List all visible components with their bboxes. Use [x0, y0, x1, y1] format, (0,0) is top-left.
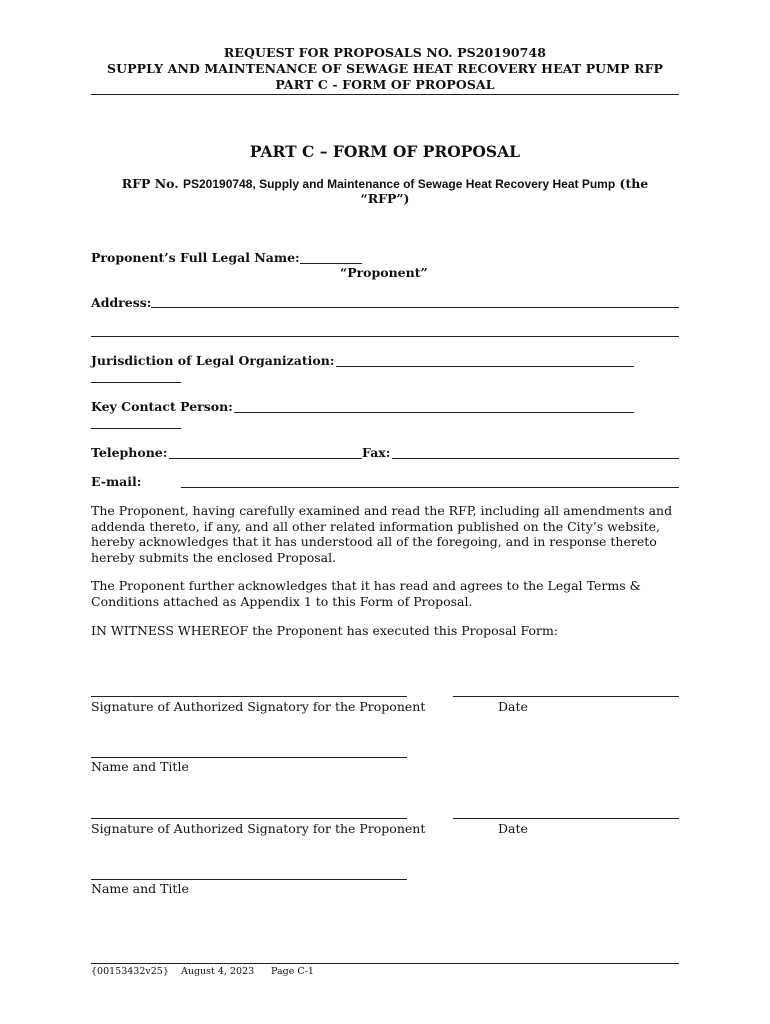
name-title-label-1: Name and Title	[91, 759, 189, 774]
legal-name-label: Proponent’s Full Legal Name:	[91, 250, 300, 265]
paragraph-line: The Proponent, having carefully examined and read the RFP, including all amendments and	[91, 503, 673, 518]
signature-line-2[interactable]	[91, 818, 407, 819]
date-line-1[interactable]	[453, 696, 679, 697]
address-field[interactable]	[151, 307, 679, 308]
fax-field[interactable]	[392, 458, 679, 459]
header-line-3: PART C - FORM OF PROPOSAL	[275, 77, 495, 92]
jurisdiction-label: Jurisdiction of Legal Organization:	[91, 353, 335, 368]
footer-date: August 4, 2023	[181, 966, 255, 977]
paragraph-line: hereby acknowledges that it has understood all of the foregoing, and in response thereto	[91, 534, 657, 549]
rfp-subtitle	[0, 176, 770, 191]
signature-label-2: Signature of Authorized Signatory for the Proponent	[91, 821, 426, 836]
fax-label: Fax:	[362, 445, 391, 460]
page-title: PART C – FORM OF PROPOSAL	[249, 142, 521, 161]
date-line-2[interactable]	[453, 818, 679, 819]
legal-terms-paragraph	[91, 578, 691, 609]
key-contact-label: Key Contact Person:	[91, 399, 233, 414]
header-line-2: SUPPLY AND MAINTENANCE OF SEWAGE HEAT RECOVERY HEAT PUMP RFP	[106, 61, 664, 76]
telephone-label: Telephone:	[91, 445, 168, 460]
jurisdiction-field-line-2[interactable]	[91, 382, 181, 383]
signature-line-1[interactable]	[91, 696, 407, 697]
header-line-1: REQUEST FOR PROPOSALS NO. PS20190748	[223, 45, 547, 60]
paragraph-line: hereby submits the enclosed Proposal.	[91, 549, 337, 565]
address-field-line-2[interactable]	[91, 336, 679, 337]
proponent-caption: “Proponent”	[340, 265, 428, 280]
rfp-subtitle-line-2: “RFP”)	[360, 191, 410, 206]
key-contact-field[interactable]	[234, 412, 634, 413]
address-label: Address:	[91, 295, 152, 310]
footer-page-number: Page C-1	[271, 966, 314, 977]
date-label-1: Date	[498, 699, 528, 714]
acknowledgement-paragraph	[91, 503, 691, 565]
email-label: E-mail:	[91, 474, 142, 489]
rfp-subtitle-middle: PS20190748, Supply and Maintenance of Sewage Heat Recovery Heat Pump	[183, 177, 616, 191]
telephone-field[interactable]	[169, 458, 362, 459]
paragraph-line: The Proponent further acknowledges that it has read and agrees to the Legal Terms &	[91, 578, 641, 593]
rfp-subtitle-suffix: (the	[615, 176, 649, 191]
name-title-line-1[interactable]	[91, 757, 407, 758]
name-title-label-2: Name and Title	[91, 881, 189, 896]
email-field[interactable]	[181, 487, 679, 488]
date-label-2: Date	[498, 821, 528, 836]
name-title-line-2[interactable]	[91, 879, 407, 880]
paragraph-line: addenda thereto, if any, and all other related information published on the City’s website,	[91, 518, 661, 534]
key-contact-field-line-2[interactable]	[91, 428, 181, 429]
footer-doc-id: {00153432v25}	[91, 966, 169, 977]
witness-paragraph: IN WITNESS WHEREOF the Proponent has executed this Proposal Form:	[91, 623, 559, 638]
header-rule	[91, 94, 679, 95]
jurisdiction-field[interactable]	[336, 366, 634, 367]
paragraph-line: Conditions attached as Appendix 1 to this Form of Proposal.	[91, 593, 473, 609]
footer-rule	[91, 963, 679, 964]
rfp-subtitle-prefix: RFP No.	[121, 176, 183, 191]
signature-label-1: Signature of Authorized Signatory for the Proponent	[91, 699, 426, 714]
legal-name-field[interactable]	[300, 263, 362, 264]
